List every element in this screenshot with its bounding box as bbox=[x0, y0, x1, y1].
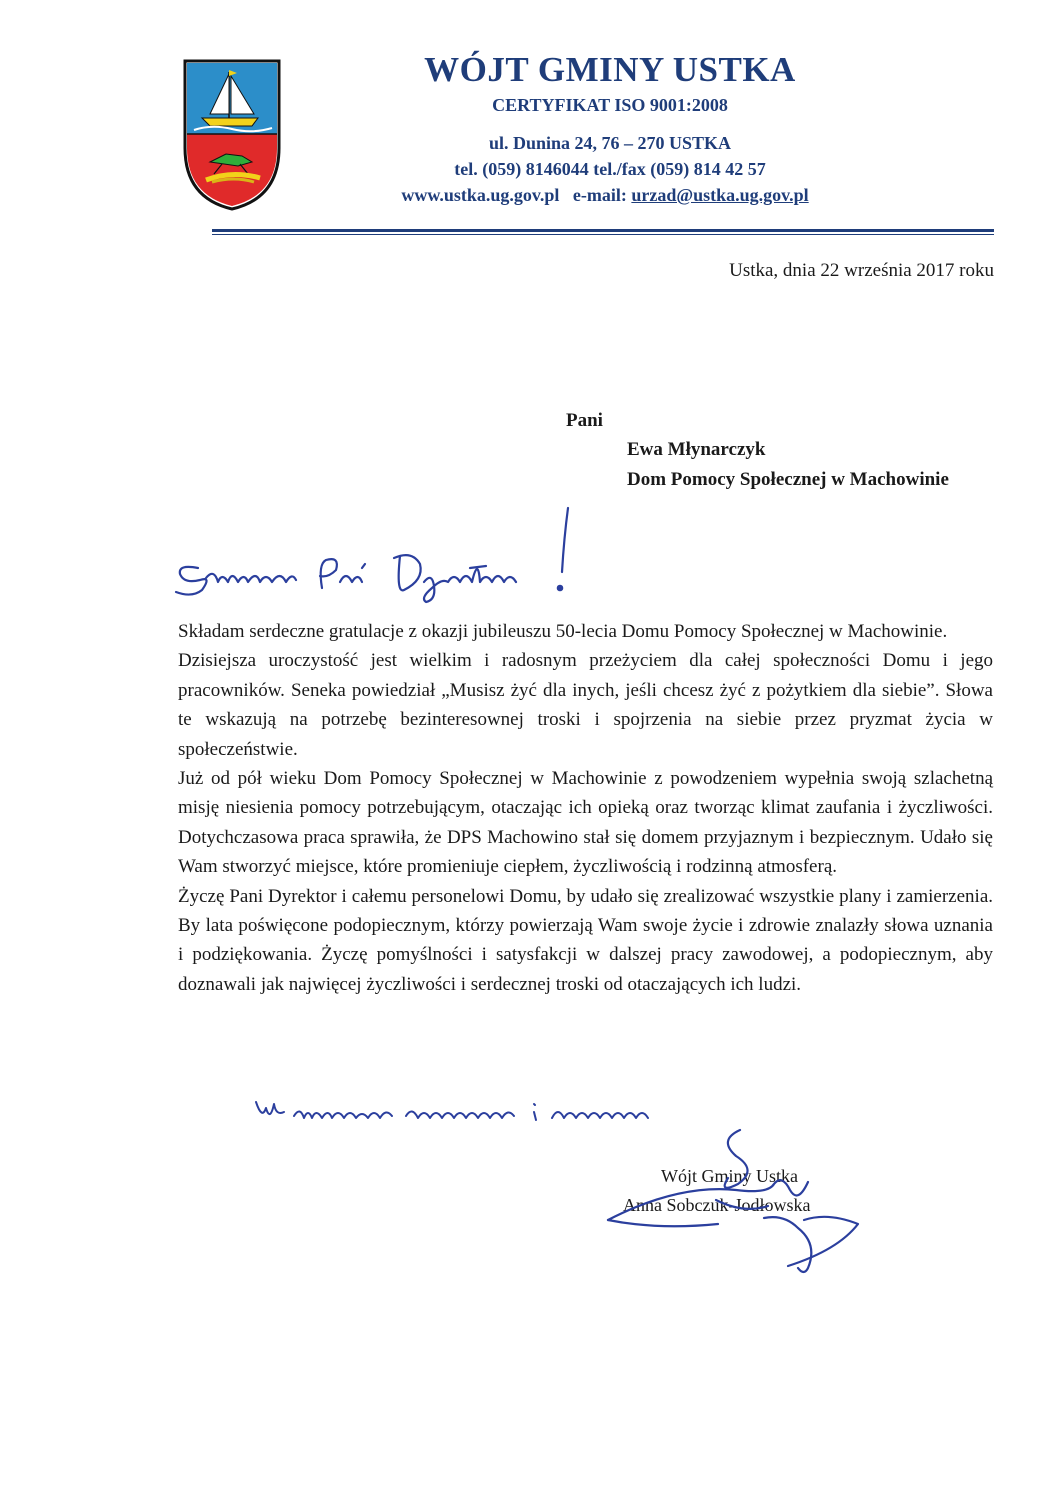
recipient-name: Ewa Młynarczyk bbox=[627, 439, 766, 460]
office-phones: tel. (059) 8146044 tel./fax (059) 814 42 57 bbox=[454, 159, 766, 179]
website-link[interactable]: www.ustka.ug.gov.pl bbox=[401, 185, 560, 205]
office-address: ul. Dunina 24, 76 – 270 USTKA bbox=[488, 133, 732, 153]
handwritten-salutation bbox=[168, 498, 588, 608]
iso-certificate: CERTYFIKAT ISO 9001:2008 bbox=[492, 95, 728, 115]
letterhead-title: WÓJT GMINY USTKA bbox=[424, 50, 796, 89]
signatory-name: Anna Sobczuk-Jodłowska bbox=[623, 1195, 811, 1215]
signatory-title: Wójt Gminy Ustka bbox=[661, 1166, 798, 1186]
recipient-prefix: Pani bbox=[566, 410, 603, 431]
handwritten-signature bbox=[568, 1118, 868, 1278]
letter-date: Ustka, dnia 22 września 2017 roku bbox=[729, 260, 994, 281]
coat-of-arms-crest bbox=[182, 58, 282, 212]
body-paragraph: Składam serdeczne gratulacje z okazji jubileuszu 50-lecia Domu Pomocy Społecznej w Machowinie. bbox=[178, 621, 948, 642]
header-divider bbox=[212, 229, 994, 232]
header-divider-thin bbox=[212, 234, 994, 235]
body-paragraph: Już od pół wieku Dom Pomocy Społecznej w Machowinie z powodzeniem wypełnia swoją szlachetną misję niesienia pomocy potrzebującym, otaczając ich opieką oraz tworząc klimat zaufania i życzliwości. Dotychczasowa praca sprawiła, że DPS Machowino stał się domem przyjaznym i bezpiecznym. Udało się Wam stworzyć miejsce, które promieniuje ciepłem, życzliwością i rodzinną atmosferą. bbox=[178, 768, 993, 878]
body-paragraph: Życzę Pani Dyrektor i całemu personelowi Domu, by udało się zrealizować wszystkie plany i zamierzenia. By lata poświęcone podopiecznym, którzy powierzają Wam swoje życie i zdrowie znalazły słowa uznania i podziękowania. Życzę pomyślności i satysfakcji w dalszej pracy zawodowej, a podopiecznym, aby doznawali jak najwięcej życzliwości i serdecznej troski od otaczających ich ludzi. bbox=[178, 885, 993, 995]
body-paragraph: Dzisiejsza uroczystość jest wielkim i radosnym przeżyciem dla całej społeczności Domu i jego pracowników. Seneka powiedział „Musisz żyć dla inych, jeśli chcesz żyć z pożytkiem dla siebie”. Słowa te wskazują na potrzebę bezinteresownej troski i spojrzenia na siebie przez pryzmat życia w społeczeństwie. bbox=[178, 650, 993, 760]
recipient-organization: Dom Pomocy Społecznej w Machowinie bbox=[627, 469, 949, 490]
letter-body bbox=[178, 617, 993, 999]
email-label: e-mail: bbox=[572, 185, 627, 205]
email-link[interactable]: urzad@ustka.ug.gov.pl bbox=[631, 185, 809, 205]
contact-line bbox=[350, 185, 860, 206]
